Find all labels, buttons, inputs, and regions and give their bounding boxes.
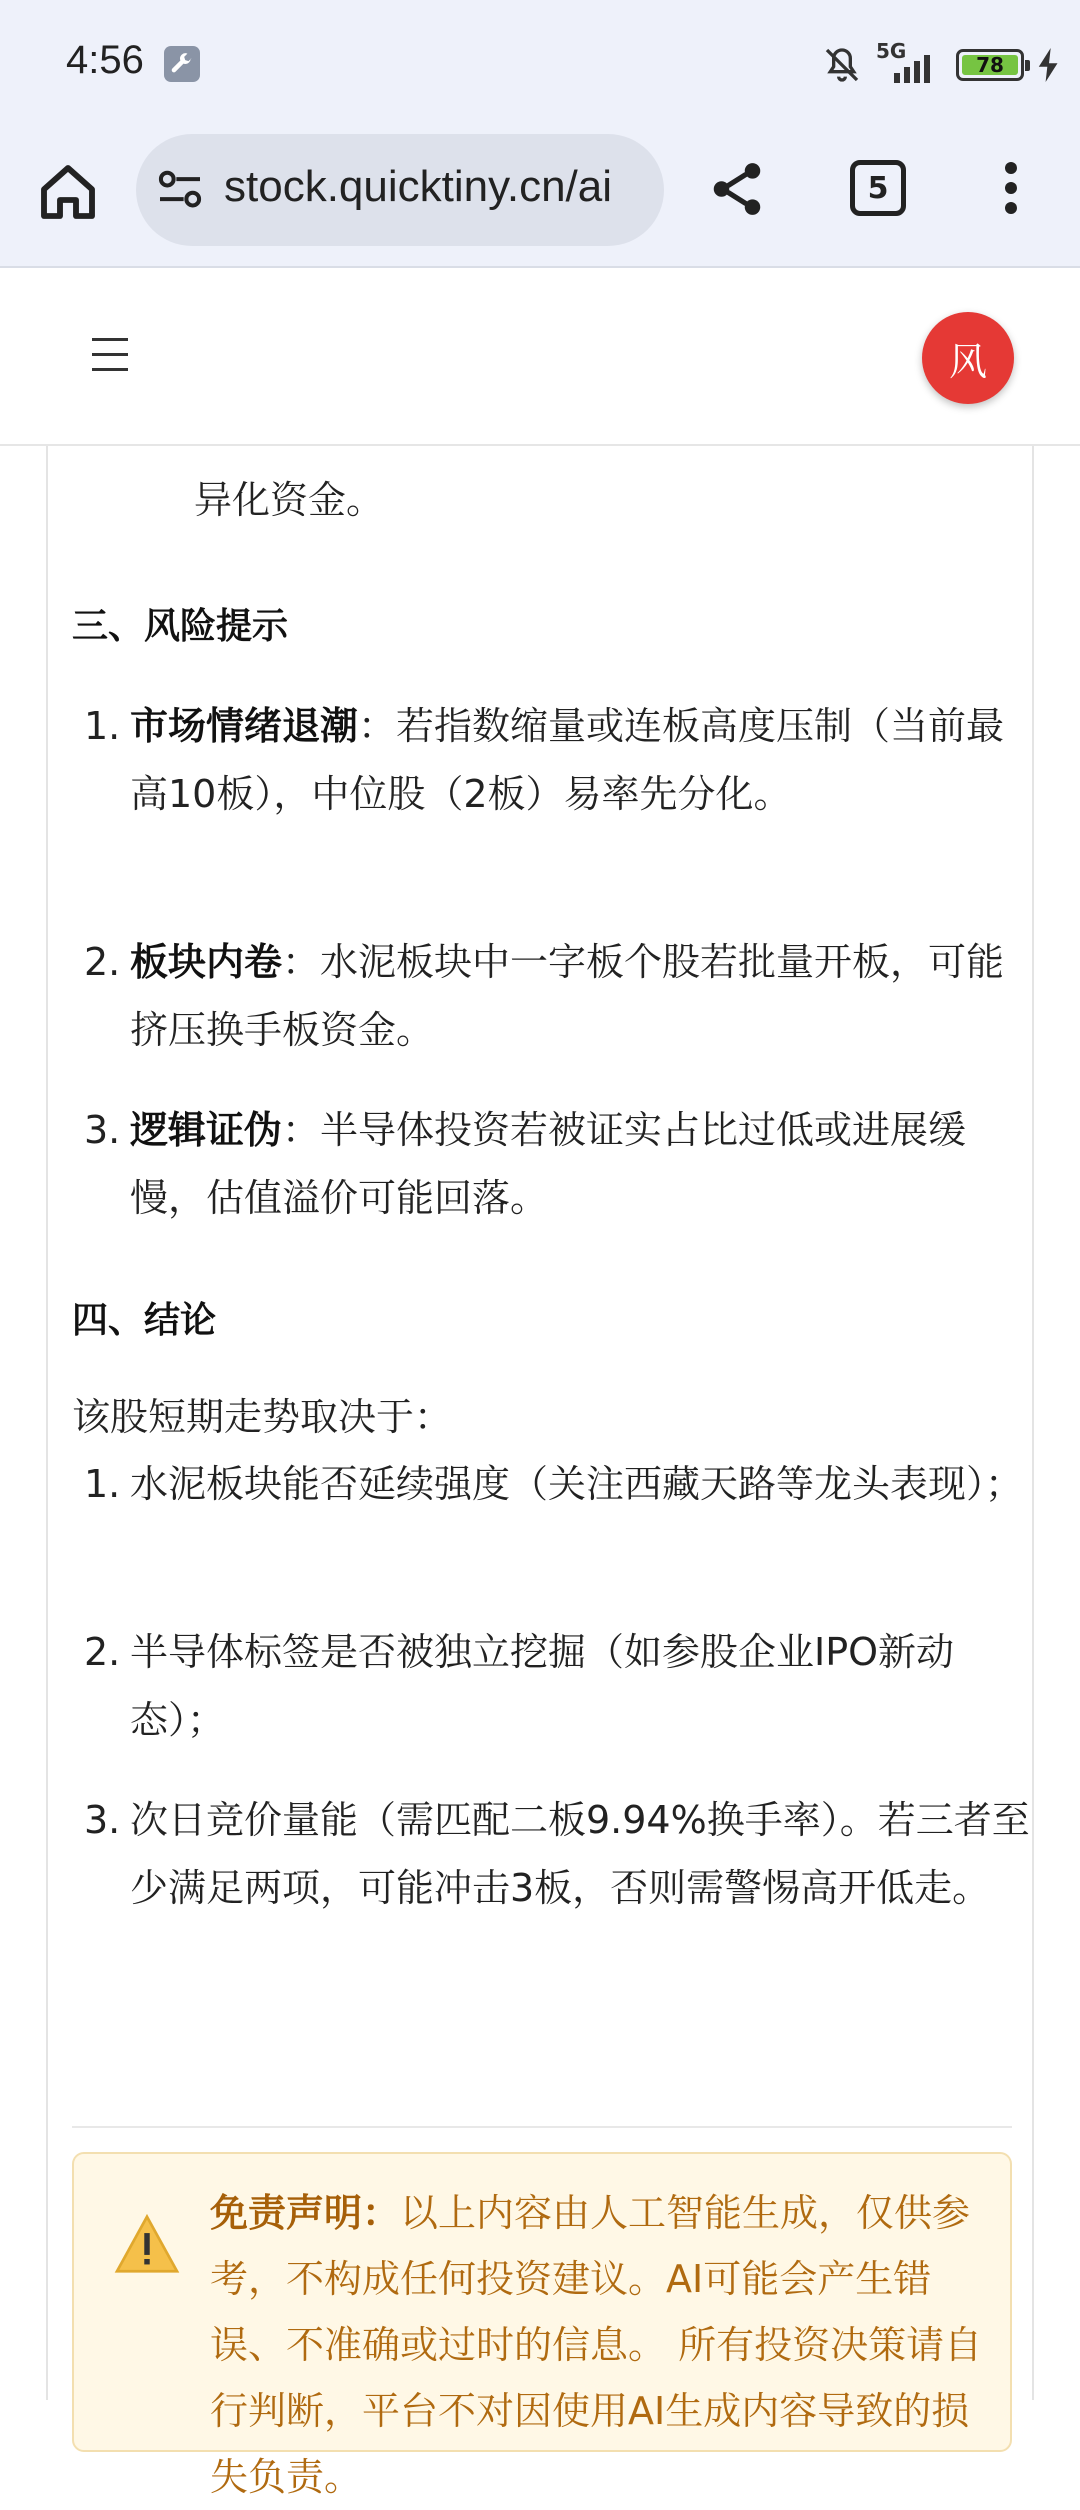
list-item-title: 市场情绪退潮 bbox=[130, 704, 359, 748]
continued-text: 异化资金。 bbox=[194, 478, 385, 522]
share-icon[interactable] bbox=[706, 158, 768, 220]
battery-icon bbox=[956, 49, 1024, 81]
disclaimer-box bbox=[72, 2152, 1012, 2499]
divider bbox=[72, 2126, 1012, 2128]
list-item-text: ：若指数缩量或连板高度压制（当前最高10板），中位股（2板）易率先分化。 bbox=[130, 704, 1005, 816]
tab-switcher-button[interactable]: 5 bbox=[850, 160, 906, 216]
battery-level: 78 bbox=[962, 55, 1018, 75]
disclaimer-text: 以上内容由人工智能生成，仅供参考，不构成任何投资建议。AI可能会产生错误、不准确或过时的信息。 所有投资决策请自行判断，平台不对因使用AI生成内容导致的损失负责。 bbox=[210, 2191, 983, 2499]
article-card bbox=[46, 440, 1034, 2499]
status-time: 4:56 bbox=[66, 38, 144, 82]
risk-heading: 三、风险提示 bbox=[72, 606, 289, 647]
signal-icon bbox=[876, 39, 942, 87]
list-number: 1. bbox=[84, 1462, 121, 1506]
more-icon[interactable] bbox=[996, 156, 1026, 222]
address-bar[interactable] bbox=[136, 134, 664, 246]
list-item-text: 半导体标签是否被独立挖掘（如参股企业IPO新动态）； bbox=[130, 1630, 955, 1742]
list-item-text: 水泥板块能否延续强度（关注西藏天路等龙头表现）； bbox=[130, 1462, 1024, 1506]
browser-toolbar bbox=[0, 130, 1080, 268]
list-number: 2. bbox=[84, 1630, 121, 1674]
list-item-text: 次日竞价量能（需匹配二板9.94%换手率）。若三者至少满足两项，可能冲击3板，否则需警惕高开低走。 bbox=[130, 1798, 1030, 1910]
url-text[interactable]: stock.quicktiny.cn/ai bbox=[224, 162, 613, 211]
list-item-text: ：半导体投资若被证实占比过低或进展缓慢，估值溢价可能回落。 bbox=[130, 1108, 967, 1220]
site-header bbox=[0, 270, 1080, 446]
status-bar bbox=[0, 0, 1080, 130]
menu-icon[interactable] bbox=[92, 338, 132, 374]
list-number: 1. bbox=[84, 704, 121, 748]
list-number: 3. bbox=[84, 1108, 121, 1152]
list-item-text: ：水泥板块中一字板个股若批量开板，可能挤压换手板资金。 bbox=[130, 940, 1005, 1052]
list-item-title: 板块内卷 bbox=[130, 940, 283, 984]
warning-icon bbox=[114, 2214, 180, 2274]
conclusion-heading: 四、结论 bbox=[72, 1300, 217, 1341]
network-type: 5G bbox=[876, 39, 907, 63]
conclusion-intro: 该股短期走势取决于： bbox=[72, 1395, 453, 1439]
site-settings-icon[interactable] bbox=[158, 170, 202, 210]
disclaimer-title: 免责声明： bbox=[210, 2191, 401, 2235]
wrench-icon bbox=[164, 46, 200, 82]
charging-icon bbox=[1038, 48, 1060, 82]
bell-off-icon bbox=[822, 45, 862, 85]
list-number: 2. bbox=[84, 940, 121, 984]
list-number: 3. bbox=[84, 1798, 121, 1842]
home-icon[interactable] bbox=[36, 160, 100, 224]
avatar[interactable]: 风 bbox=[922, 312, 1014, 404]
list-item-title: 逻辑证伪 bbox=[130, 1108, 283, 1152]
